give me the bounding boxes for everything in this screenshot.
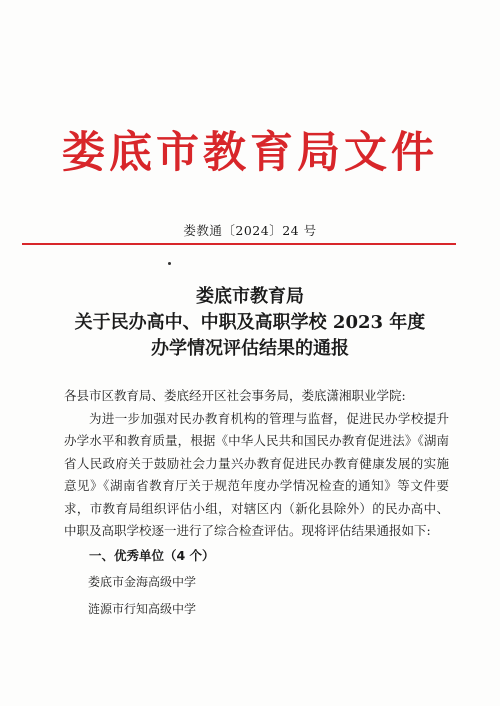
stray-mark bbox=[168, 262, 171, 265]
notice-body bbox=[64, 385, 449, 623]
section-heading-excellent: 一、优秀单位（4 个） bbox=[89, 547, 215, 563]
list-item: 娄底市金海高级中学 bbox=[88, 574, 197, 589]
list-item: 涟源市行知高级中学 bbox=[88, 601, 197, 616]
notice-title bbox=[0, 284, 500, 362]
document-number: 娄教通〔2024〕24 号 bbox=[183, 223, 317, 238]
document-masthead: 娄底市教育局文件 bbox=[62, 128, 438, 178]
notice-title-line-2: 关于民办高中、中职及高职学校 2023 年度 bbox=[74, 312, 426, 333]
salutation: 各县市区教育局、娄底经开区社会事务局，娄底潇湘职业学院: bbox=[64, 388, 406, 403]
intro-paragraph: 为进一步加强对民办教育机构的管理与监督，促进民办学校提升办学水平和教育质量，根据《中华人民共和国民办教育促进法》《湖南省人民政府关于鼓励社会力量兴办教育促进民办教育健康发展的实施意见》《湖南省教育厅关于规范年度办学情况检查的通知》等文件要求，市教育局组织评估小组，对辖区内（新化县除外）的民办高中、中职及高职学校逐一进行了综合检查评估。现将评估结果通报如下: bbox=[64, 410, 449, 538]
red-divider-line bbox=[22, 243, 456, 245]
notice-title-line-1: 娄底市教育局 bbox=[196, 286, 304, 307]
notice-title-line-3: 办学情况评估结果的通报 bbox=[151, 338, 349, 359]
